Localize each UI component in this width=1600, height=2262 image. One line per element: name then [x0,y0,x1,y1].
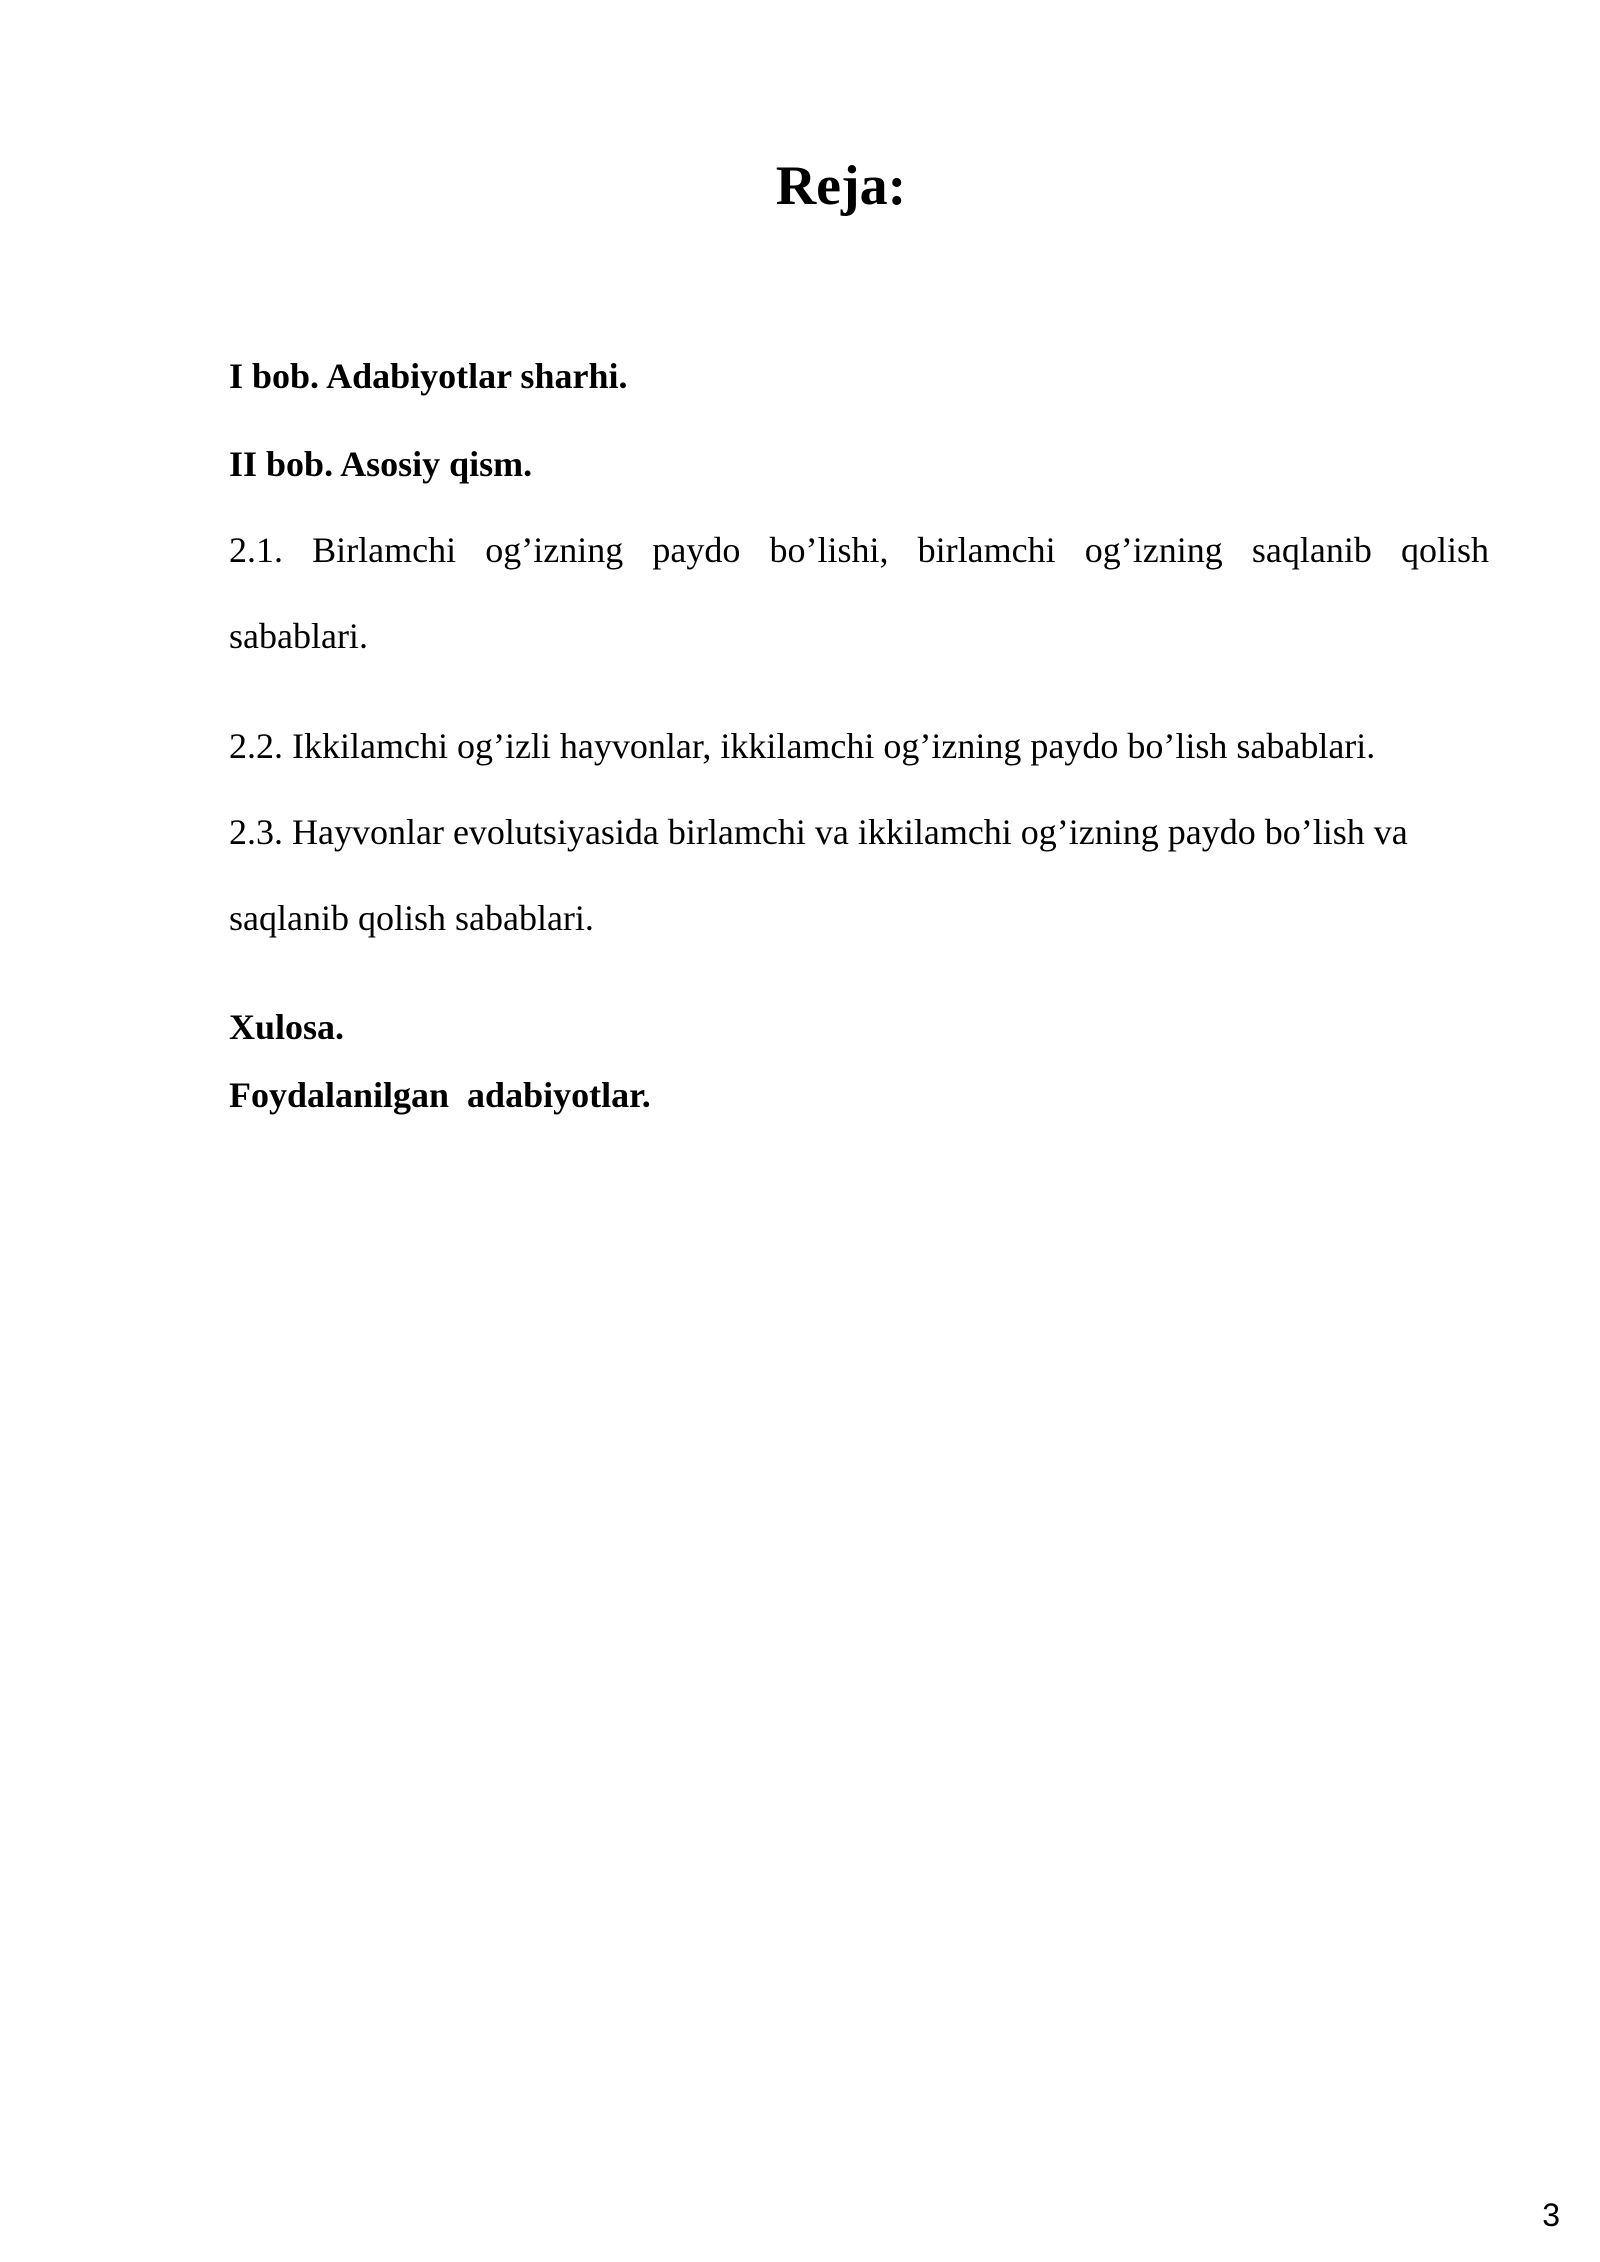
section-2-2: 2.2. Ikkilamchi og’izli hayvonlar, ikkilamchi og’izning paydo bo’lish sabablari. [229,726,1376,766]
chapter-1-heading: I bob. Adabiyotlar sharhi. [229,356,628,396]
page-number: 3 [1542,2197,1560,2233]
section-2-3-line-2: saqlanib qolish sabablari. [229,898,594,938]
chapter-2-heading: II bob. Asosiy qism. [229,444,533,484]
page-title: Reja: [775,155,907,217]
section-2-1-line-2: sabablari. [229,616,368,656]
section-2-3-line-1: 2.3. Hayvonlar evolutsiyasida birlamchi va ikkilamchi og’izning paydo bo’lish va [229,812,1408,852]
references-heading: Foydalanilgan adabiyotlar. [229,1075,651,1115]
section-2-1-line-1: 2.1. Birlamchi og’izning paydo bo’lishi, birlamchi og’izning saqlanib qolish [229,530,1489,570]
conclusion-heading: Xulosa. [229,1007,345,1047]
